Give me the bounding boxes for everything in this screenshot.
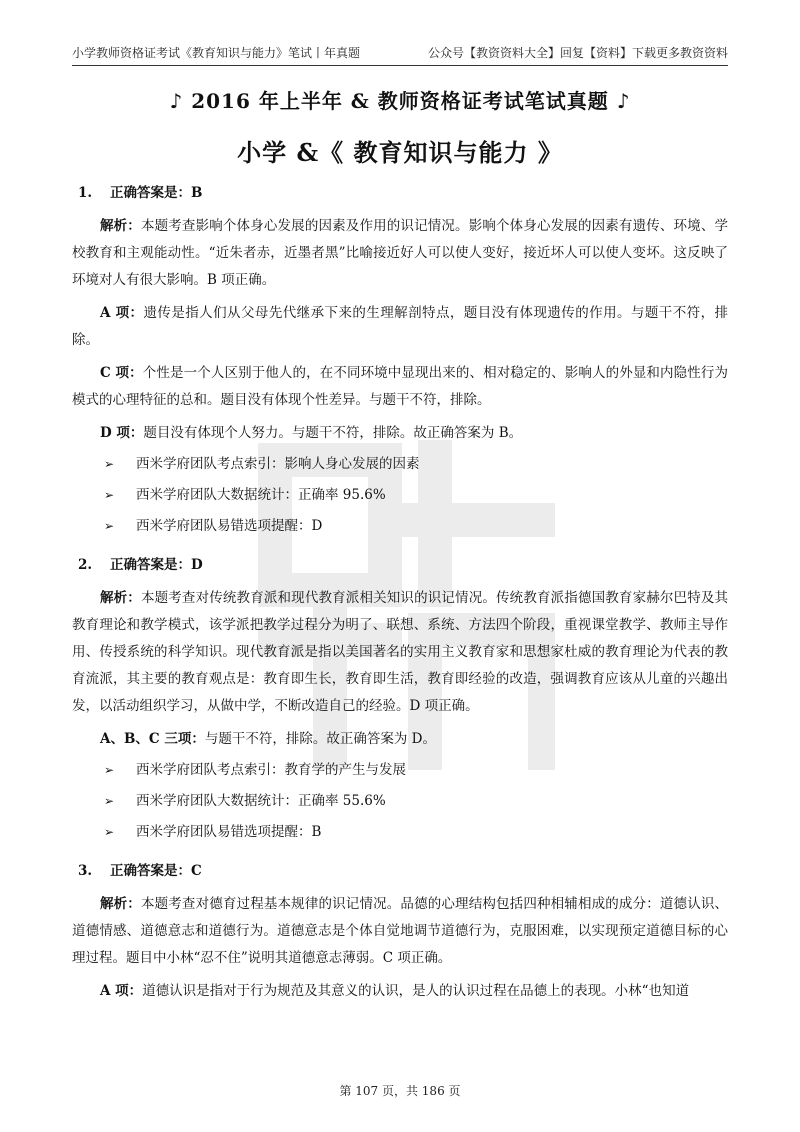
page-footer: 第 107 页，共 186 页 — [339, 1084, 461, 1098]
paragraph-text: 本题考查影响个体身心发展的因素及作用的识记情况。影响个体身心发展的因素有遗传、环境、学校教育和主观能动性。“近朱者赤，近墨者黑”比喻接近好人可以使人变好，接近坏人可以使人变坏。这反映了环境对人有很大影响。B 项正确。 — [72, 218, 729, 288]
arrow-bullet-icon: ➢ — [104, 457, 115, 471]
paragraph-label: A 项： — [100, 305, 144, 321]
explanation-paragraph — [72, 360, 728, 414]
paragraph-text: 本题考查对传统教育派和现代教育派相关知识的识记情况。传统教育派指德国教育家赫尔巴特及其教育理论和教学模式，该学派把教学过程分为明了、联想、系统、方法四个阶段，重视课堂教学、教师主导作用、传授系统的科学知识。现代教育派是指以美国著名的实用主义教育家和思想家杜威的教育理论为代表的教育流派，其主要的教育观点是：教育即生长，教育即生活，教育即经验的改造，强调教育应该从儿童的兴趣出发，以活动组织学习，从做中学，不断改造自己的经验。D 项正确。 — [72, 590, 729, 714]
bullet-text: 西米学府团队考点索引：影响人身心发展的因素 — [136, 456, 420, 472]
arrow-bullet-icon: ➢ — [104, 825, 115, 839]
question-number: 1. — [78, 185, 93, 201]
paragraph-text: 遗传是指人们从父母先代继承下来的生理解剖特点，题目没有体现遗传的作用。与题干不符，排除。 — [72, 305, 728, 348]
question-answer: 正确答案是：D — [110, 557, 203, 573]
explanation-paragraph — [72, 420, 728, 447]
section-gap — [72, 540, 728, 552]
header-right-text: 公众号【教资资料大全】回复【资料】下载更多教资资料 — [427, 46, 728, 60]
paragraph-text: 个性是一个人区别于他人的，在不同环境中显现出来的、相对稳定的、影响人的外显和内隐性行为模式的心理特征的总和。题目没有体现个性差异。与题干不符，排除。 — [72, 365, 728, 408]
arrow-bullet-icon: ➢ — [104, 763, 115, 777]
section-gap — [72, 846, 728, 858]
info-bullet — [104, 513, 728, 540]
paragraph-label: 解析： — [100, 896, 141, 912]
paragraph-text: 与题干不符，排除。故正确答案为 D。 — [204, 731, 436, 747]
page-header — [72, 36, 728, 66]
bullet-text: 西米学府团队大数据统计：正确率 55.6% — [136, 793, 386, 809]
question-answer: 正确答案是：C — [110, 863, 202, 879]
info-bullet — [104, 482, 728, 509]
paragraph-label: D 项： — [100, 425, 144, 441]
paragraph-text: 本题考查对德育过程基本规律的识记情况。品德的心理结构包括四种相辅相成的成分：道德认识、道德情感、道德意志和道德行为。道德意志是个体自觉地调节道德行为，克服困难，以实现预定道德目标的心理过程。题目中小林“忍不住”说明其道德意志薄弱。C 项正确。 — [72, 896, 729, 966]
paragraph-text: 题目没有体现个人努力。与题干不符，排除。故正确答案为 B。 — [143, 425, 523, 441]
explanation-paragraph — [72, 726, 728, 753]
paragraph-text: 道德认识是指对于行为规范及其意义的认识，是人的认识过程在品德上的表现。小林“也知道 — [142, 983, 690, 999]
paragraph-label: 解析： — [100, 590, 141, 606]
document-title: ♪ 2016 年上半年 & 教师资格证考试笔试真题 ♪ — [169, 89, 631, 113]
explanation-paragraph — [72, 213, 728, 294]
paragraph-label: A、B、C 三项： — [100, 731, 205, 747]
paragraph-label: 解析： — [100, 218, 141, 234]
paragraph-label: C 项： — [100, 365, 143, 381]
bullet-text: 西米学府团队易错选项提醒：B — [136, 824, 322, 840]
bullet-text: 西米学府团队大数据统计：正确率 95.6% — [136, 487, 386, 503]
bullet-text: 西米学府团队考点索引：教育学的产生与发展 — [136, 762, 406, 778]
header-left-text: 小学教师资格证考试《教育知识与能力》笔试丨年真题 — [72, 46, 361, 60]
bullet-text: 西米学府团队易错选项提醒：D — [136, 518, 323, 534]
question-heading — [72, 180, 728, 207]
info-bullet — [104, 451, 728, 478]
document-subtitle: 小学 &《 教育知识与能力 》 — [237, 138, 563, 167]
question-heading — [72, 858, 728, 885]
question-heading — [72, 552, 728, 579]
question-answer: 正确答案是：B — [110, 185, 203, 201]
question-number: 2. — [78, 557, 93, 573]
explanation-paragraph — [72, 978, 728, 1005]
arrow-bullet-icon: ➢ — [104, 519, 115, 533]
question-number: 3. — [78, 863, 93, 879]
info-bullet — [104, 757, 728, 784]
explanation-paragraph — [72, 585, 728, 720]
arrow-bullet-icon: ➢ — [104, 794, 115, 808]
info-bullet — [104, 819, 728, 846]
paragraph-label: A 项： — [100, 983, 143, 999]
arrow-bullet-icon: ➢ — [104, 488, 115, 502]
explanation-paragraph — [72, 891, 728, 972]
explanation-paragraph — [72, 300, 728, 354]
info-bullet — [104, 788, 728, 815]
questions-content — [72, 180, 728, 1005]
